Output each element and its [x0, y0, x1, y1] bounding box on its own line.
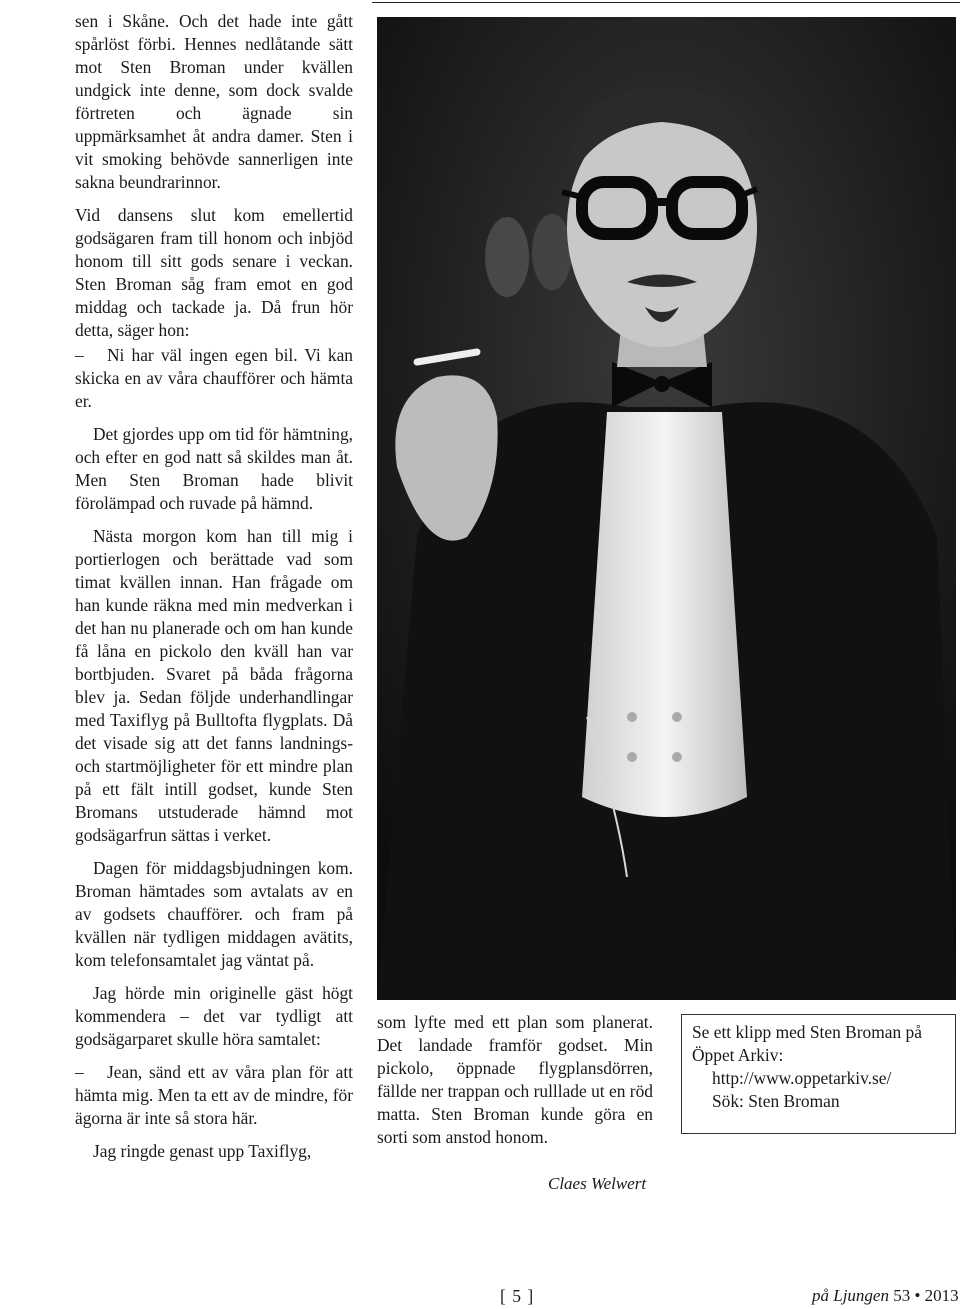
- paragraph: Nästa morgon kom han till mig i portierlogen och berättade vad som timat kvällen innan. Han frågade om han kunde räkna med min medverkan i det han nu planerade och om han kunde få låna en pickolo den kväll han var bortbjuden. Svaret på båda frågorna blev ja. Sedan följde underhandlingar med Taxiflyg på Bulltofta flygplats. Då det visade sig att det fanns landnings- och startmöjligheter för ett mindre plan på ett fält intill godset, kunde Sten Bromans utstuderade hämnd mot godsägarfrun sättas i verket.: [75, 526, 353, 845]
- paragraph: Jag hörde min originelle gäst högt kommendera – det var tydligt att godsägarparet skulle höra samtalet:: [75, 983, 353, 1049]
- info-box-heading: Se ett klipp med Sten Broman på Öppet Arkiv:: [692, 1022, 922, 1065]
- top-rule: [372, 2, 960, 3]
- magazine-footer: [812, 1286, 959, 1306]
- dialogue-paragraph: [75, 1061, 353, 1130]
- author-byline: Claes Welwert: [548, 1174, 647, 1193]
- paragraph: som lyfte med ett plan som planerat. Det landade framför godset. Min pickolo, öppnade flygplansdörren, fällde ner trappan och rulllade ut en röd matta. Sten Broman kunde göra en sorti som anstod honom.: [377, 1012, 653, 1147]
- paragraph: Vid dansens slut kom emellertid godsägaren fram till honom och inbjöd honom till sitt gods senare i veckan. Sten Broman såg fram emot en god middag och tackade ja. Då frun hör detta, säger hon:: [75, 205, 353, 340]
- middle-text-column: [377, 1011, 653, 1149]
- dialogue-paragraph: [75, 344, 353, 413]
- left-text-column: [75, 10, 353, 1173]
- archive-link[interactable]: http://www.oppetarkiv.se/: [712, 1068, 892, 1088]
- paragraph: Det gjordes upp om tid för hämtning, och efter en god natt så skildes man åt. Men Sten Broman hade blivit förolämpad och ruvade på hämnd.: [75, 424, 353, 513]
- dialogue-text: Jean, sänd ett av våra plan för att hämta mig. Men ta ett av de mindre, för ägorna är inte så stora här.: [75, 1062, 353, 1128]
- paragraph: sen i Skåne. Och det hade inte gått spårlöst förbi. Hennes nedlåtande sätt mot Sten Broman under kvällen undgick inte denne, som dock svalde förtreten och ägnade sin uppmärksamhet åt andra damer. Sten i vit smoking behövde sannerligen inte sakna beundrarinnor.: [75, 11, 353, 192]
- issue-number: 53 • 2013: [893, 1286, 959, 1305]
- dialogue-dash: –: [75, 345, 84, 365]
- dialogue-dash: –: [75, 1062, 84, 1082]
- paragraph: Dagen för middagsbjudningen kom. Broman hämtades som avtalats av en av godsets chaufförer. och fram på kvällen när tydligen middagen avätits, kom telefonsamtalet jag väntat på.: [75, 858, 353, 970]
- search-hint: Sök: Sten Broman: [712, 1091, 840, 1111]
- archive-info-box: [681, 1014, 956, 1134]
- paragraph: Jag ringde genast upp Taxiflyg,: [93, 1141, 312, 1161]
- portrait-illustration: [377, 17, 956, 1000]
- page-number: [ 5 ]: [500, 1286, 535, 1306]
- dialogue-text: Ni har väl ingen egen bil. Vi kan skicka en av våra chaufförer och hämta er.: [75, 345, 353, 411]
- portrait-photo: [377, 17, 956, 1000]
- magazine-name: på Ljungen: [812, 1286, 889, 1305]
